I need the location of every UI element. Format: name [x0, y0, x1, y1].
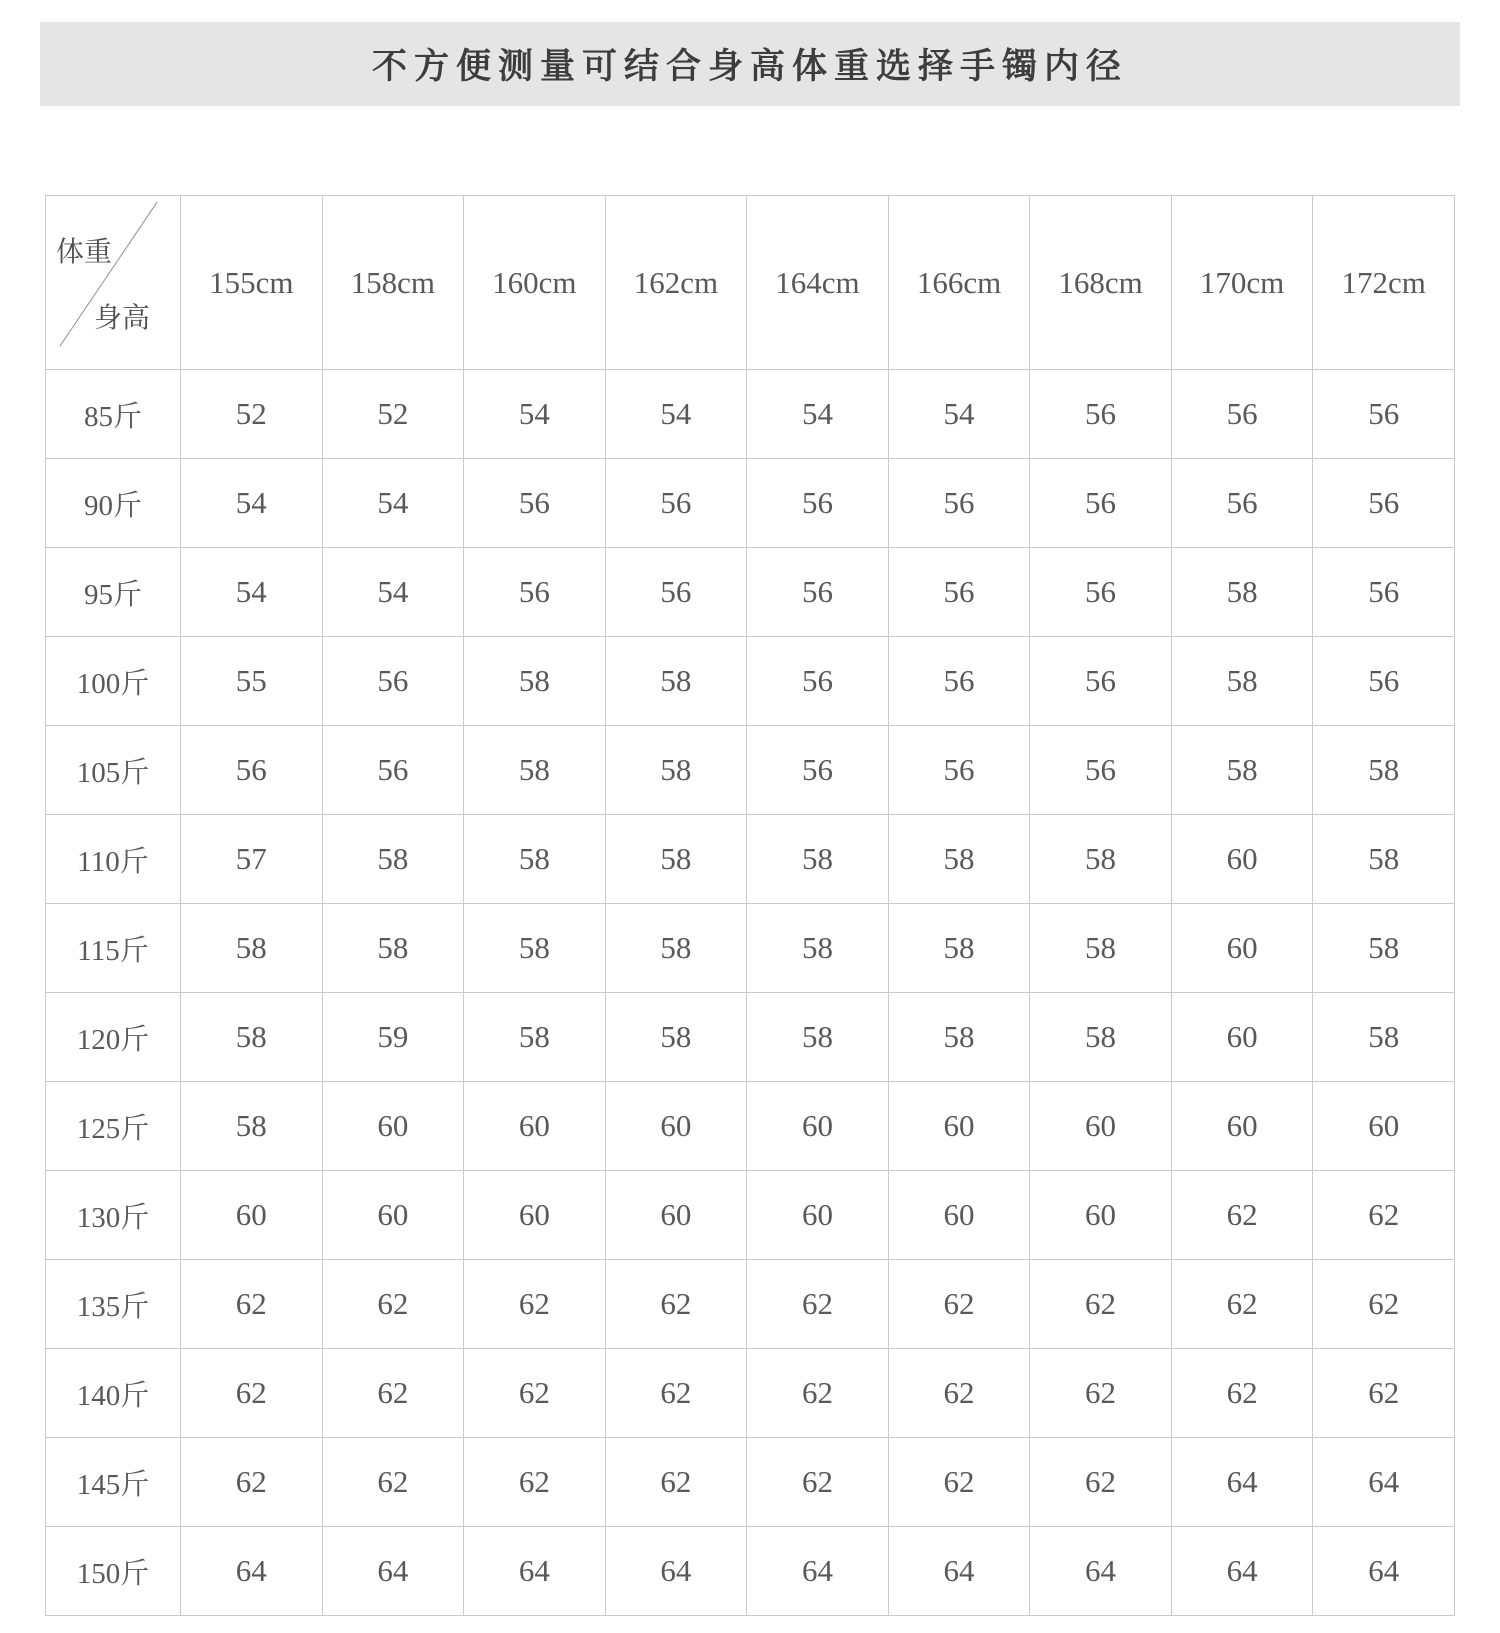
size-cell: 54 [181, 459, 323, 548]
size-cell: 60 [322, 1171, 464, 1260]
size-cell: 62 [1313, 1349, 1455, 1438]
row-header: 130斤 [46, 1171, 181, 1260]
size-table [45, 195, 1455, 1616]
size-cell: 64 [605, 1527, 747, 1616]
size-cell: 58 [464, 904, 606, 993]
size-cell: 64 [464, 1527, 606, 1616]
size-cell: 56 [1313, 370, 1455, 459]
row-header: 85斤 [46, 370, 181, 459]
corner-height-label: 身高 [94, 303, 151, 334]
size-cell: 60 [1171, 904, 1313, 993]
size-cell: 56 [888, 548, 1030, 637]
size-cell: 58 [605, 904, 747, 993]
size-cell: 58 [1171, 726, 1313, 815]
size-cell: 56 [888, 637, 1030, 726]
size-cell: 60 [1313, 1082, 1455, 1171]
size-cell: 58 [1313, 815, 1455, 904]
size-cell: 64 [888, 1527, 1030, 1616]
size-cell: 58 [1030, 815, 1172, 904]
row-header: 140斤 [46, 1349, 181, 1438]
size-cell: 54 [322, 459, 464, 548]
size-cell: 58 [605, 637, 747, 726]
size-cell: 58 [605, 993, 747, 1082]
size-cell: 56 [1313, 459, 1455, 548]
size-cell: 58 [1030, 993, 1172, 1082]
size-cell: 58 [322, 815, 464, 904]
corner-weight-label: 体重 [56, 237, 113, 268]
size-cell: 58 [322, 904, 464, 993]
row-header: 135斤 [46, 1260, 181, 1349]
size-cell: 62 [605, 1349, 747, 1438]
size-cell: 56 [1171, 370, 1313, 459]
size-cell: 58 [1313, 726, 1455, 815]
size-cell: 60 [747, 1082, 889, 1171]
size-cell: 58 [464, 637, 606, 726]
table-row [46, 1527, 1455, 1616]
row-header: 110斤 [46, 815, 181, 904]
size-cell: 60 [888, 1171, 1030, 1260]
table-row [46, 1082, 1455, 1171]
row-header: 145斤 [46, 1438, 181, 1527]
size-cell: 60 [464, 1082, 606, 1171]
size-cell: 62 [1030, 1438, 1172, 1527]
size-cell: 56 [605, 548, 747, 637]
size-cell: 62 [181, 1349, 323, 1438]
row-header: 115斤 [46, 904, 181, 993]
size-cell: 62 [605, 1438, 747, 1527]
size-cell: 64 [1313, 1438, 1455, 1527]
size-cell: 56 [181, 726, 323, 815]
size-cell: 58 [747, 815, 889, 904]
size-cell: 60 [1171, 1082, 1313, 1171]
row-header: 125斤 [46, 1082, 181, 1171]
size-cell: 58 [464, 726, 606, 815]
size-cell: 64 [322, 1527, 464, 1616]
size-cell: 62 [747, 1260, 889, 1349]
table-header [46, 196, 1455, 370]
size-cell: 58 [888, 815, 1030, 904]
table-body [46, 370, 1455, 1616]
size-cell: 56 [747, 548, 889, 637]
size-cell: 58 [181, 904, 323, 993]
diagonal-divider-icon [46, 196, 180, 369]
chart-title-bar [40, 22, 1460, 106]
size-cell: 56 [747, 459, 889, 548]
column-header: 170cm [1171, 196, 1313, 370]
size-cell: 62 [464, 1438, 606, 1527]
corner-cell [46, 196, 181, 370]
size-cell: 54 [888, 370, 1030, 459]
row-header: 90斤 [46, 459, 181, 548]
size-cell: 64 [181, 1527, 323, 1616]
size-cell: 56 [1030, 637, 1172, 726]
size-cell: 60 [605, 1082, 747, 1171]
table-row [46, 1260, 1455, 1349]
size-cell: 54 [464, 370, 606, 459]
size-cell: 62 [322, 1349, 464, 1438]
column-header: 168cm [1030, 196, 1172, 370]
size-cell: 62 [1171, 1349, 1313, 1438]
size-cell: 64 [1030, 1527, 1172, 1616]
size-cell: 56 [1171, 459, 1313, 548]
size-cell: 58 [747, 993, 889, 1082]
size-cell: 56 [464, 548, 606, 637]
size-cell: 58 [1171, 637, 1313, 726]
table-row [46, 815, 1455, 904]
size-cell: 58 [888, 993, 1030, 1082]
column-header: 164cm [747, 196, 889, 370]
column-header: 160cm [464, 196, 606, 370]
header-row [46, 196, 1455, 370]
size-cell: 54 [322, 548, 464, 637]
size-cell: 58 [181, 993, 323, 1082]
size-cell: 60 [181, 1171, 323, 1260]
size-cell: 60 [1030, 1171, 1172, 1260]
size-cell: 62 [322, 1260, 464, 1349]
size-cell: 62 [747, 1349, 889, 1438]
size-cell: 62 [888, 1260, 1030, 1349]
column-header: 155cm [181, 196, 323, 370]
size-cell: 58 [464, 993, 606, 1082]
size-cell: 57 [181, 815, 323, 904]
size-cell: 64 [1171, 1438, 1313, 1527]
size-cell: 62 [1030, 1260, 1172, 1349]
size-cell: 56 [464, 459, 606, 548]
row-header: 95斤 [46, 548, 181, 637]
size-cell: 52 [322, 370, 464, 459]
chart-title: 不方便测量可结合身高体重选择手镯内径 [371, 47, 1128, 86]
table-row [46, 548, 1455, 637]
size-cell: 55 [181, 637, 323, 726]
size-cell: 62 [464, 1349, 606, 1438]
size-cell: 56 [1030, 459, 1172, 548]
size-cell: 60 [1171, 993, 1313, 1082]
size-cell: 56 [322, 726, 464, 815]
size-cell: 58 [605, 726, 747, 815]
size-cell: 62 [464, 1260, 606, 1349]
table-row [46, 370, 1455, 459]
size-cell: 60 [605, 1171, 747, 1260]
size-cell: 62 [888, 1438, 1030, 1527]
row-header: 100斤 [46, 637, 181, 726]
size-cell: 62 [1313, 1171, 1455, 1260]
size-cell: 62 [322, 1438, 464, 1527]
size-cell: 62 [747, 1438, 889, 1527]
size-cell: 56 [1030, 370, 1172, 459]
table-row [46, 993, 1455, 1082]
size-cell: 58 [1171, 548, 1313, 637]
size-cell: 58 [605, 815, 747, 904]
column-header: 172cm [1313, 196, 1455, 370]
size-cell: 62 [181, 1438, 323, 1527]
size-cell: 56 [1030, 548, 1172, 637]
size-cell: 56 [747, 637, 889, 726]
size-cell: 64 [1171, 1527, 1313, 1616]
size-cell: 58 [1030, 904, 1172, 993]
size-cell: 62 [1171, 1171, 1313, 1260]
row-header: 105斤 [46, 726, 181, 815]
row-header: 120斤 [46, 993, 181, 1082]
size-cell: 56 [747, 726, 889, 815]
table-row [46, 726, 1455, 815]
size-cell: 58 [181, 1082, 323, 1171]
size-cell: 52 [181, 370, 323, 459]
size-cell: 58 [464, 815, 606, 904]
size-cell: 56 [888, 726, 1030, 815]
size-cell: 58 [747, 904, 889, 993]
size-cell: 62 [605, 1260, 747, 1349]
table-row [46, 1438, 1455, 1527]
size-cell: 62 [888, 1349, 1030, 1438]
size-cell: 54 [181, 548, 323, 637]
table-row [46, 459, 1455, 548]
size-cell: 60 [888, 1082, 1030, 1171]
size-cell: 60 [322, 1082, 464, 1171]
size-cell: 56 [322, 637, 464, 726]
size-cell: 54 [605, 370, 747, 459]
size-cell: 60 [1171, 815, 1313, 904]
size-cell: 56 [605, 459, 747, 548]
row-header: 150斤 [46, 1527, 181, 1616]
size-cell: 56 [888, 459, 1030, 548]
size-cell: 62 [1030, 1349, 1172, 1438]
size-cell: 58 [1313, 993, 1455, 1082]
size-cell: 59 [322, 993, 464, 1082]
table-row [46, 1349, 1455, 1438]
size-cell: 60 [1030, 1082, 1172, 1171]
size-cell: 58 [888, 904, 1030, 993]
size-cell: 54 [747, 370, 889, 459]
column-header: 162cm [605, 196, 747, 370]
size-cell: 62 [1171, 1260, 1313, 1349]
table-row [46, 1171, 1455, 1260]
column-header: 166cm [888, 196, 1030, 370]
size-cell: 56 [1313, 637, 1455, 726]
size-cell: 64 [1313, 1527, 1455, 1616]
size-cell: 62 [1313, 1260, 1455, 1349]
size-cell: 56 [1313, 548, 1455, 637]
column-header: 158cm [322, 196, 464, 370]
size-cell: 60 [747, 1171, 889, 1260]
size-cell: 58 [1313, 904, 1455, 993]
table-row [46, 637, 1455, 726]
size-cell: 64 [747, 1527, 889, 1616]
size-cell: 62 [181, 1260, 323, 1349]
size-cell: 60 [464, 1171, 606, 1260]
size-cell: 56 [1030, 726, 1172, 815]
table-row [46, 904, 1455, 993]
